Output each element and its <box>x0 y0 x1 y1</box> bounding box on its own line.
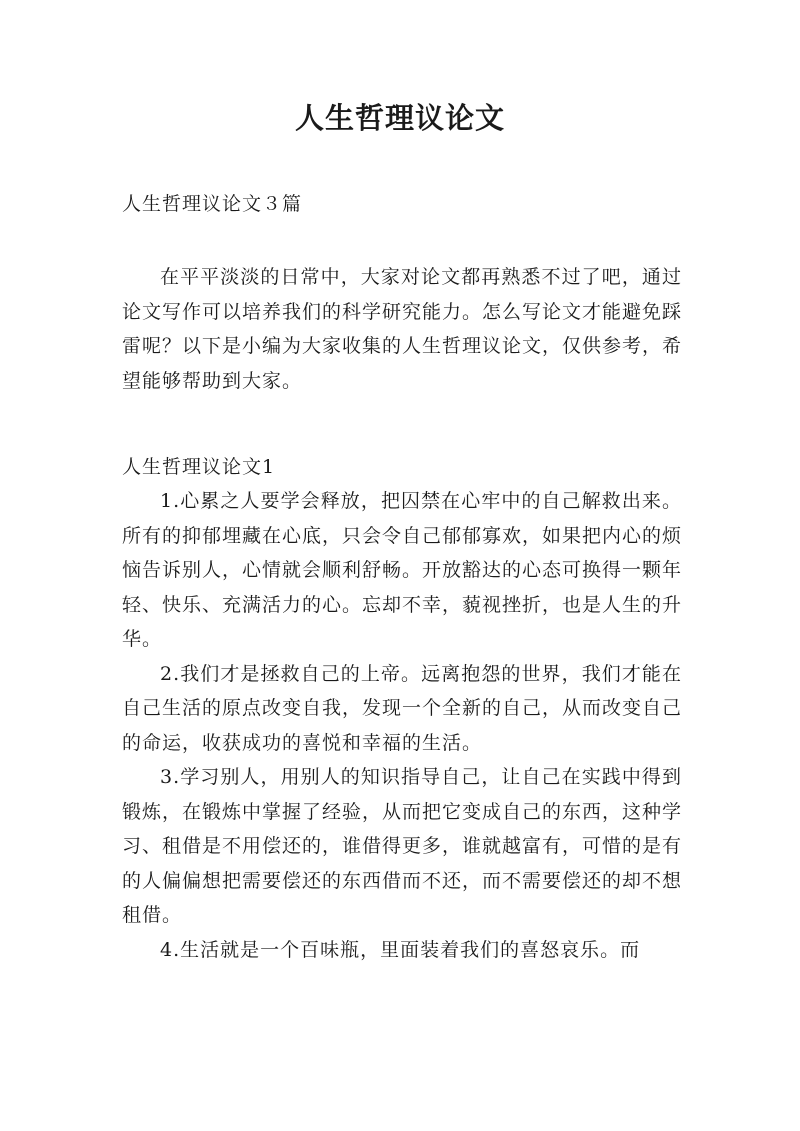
intro-paragraph: 在平平淡淡的日常中，大家对论文都再熟悉不过了吧，通过论文写作可以培养我们的科学研究能力。怎么写论文才能避免踩雷呢？以下是小编为大家收集的人生哲理议论文，仅供参考，希望能够帮助到大家。 <box>122 266 683 392</box>
paragraph-4: 4.生活就是一个百味瓶，里面装着我们的喜怒哀乐。而 <box>160 938 641 961</box>
document-title: 人生哲理议论文 <box>294 101 505 135</box>
document-subtitle: 人生哲理议论文３篇 <box>122 193 303 215</box>
paragraph-1: 1.心累之人要学会释放，把囚禁在心牢中的自己解救出来。所有的抑郁埋藏在心底，只会令自己郁郁寡欢，如果把内心的烦恼告诉别人，心情就会顺利舒畅。开放豁达的心态可换得一颗年轻、快乐、充满活力的心。忘却不幸，藐视挫折，也是人生的升华。 <box>122 490 683 650</box>
section-body <box>122 484 682 967</box>
paragraph-2: 2.我们才是拯救自己的上帝。远离抱怨的世界，我们才能在自己生活的原点改变自我，发现一个全新的自己，从而改变自己的命运，收获成功的喜悦和幸福的生活。 <box>122 662 683 754</box>
paragraph-3: 3.学习别人，用别人的知识指导自己，让自己在实践中得到锻炼，在锻炼中掌握了经验，从而把它变成自己的东西，这种学习、租借是不用偿还的，谁借得更多，谁就越富有，可惜的是有的人偏偏想把需要偿还的东西借而不还，而不需要偿还的却不想租借。 <box>122 766 683 926</box>
section-heading: 人生哲理议论文1 <box>122 456 276 478</box>
